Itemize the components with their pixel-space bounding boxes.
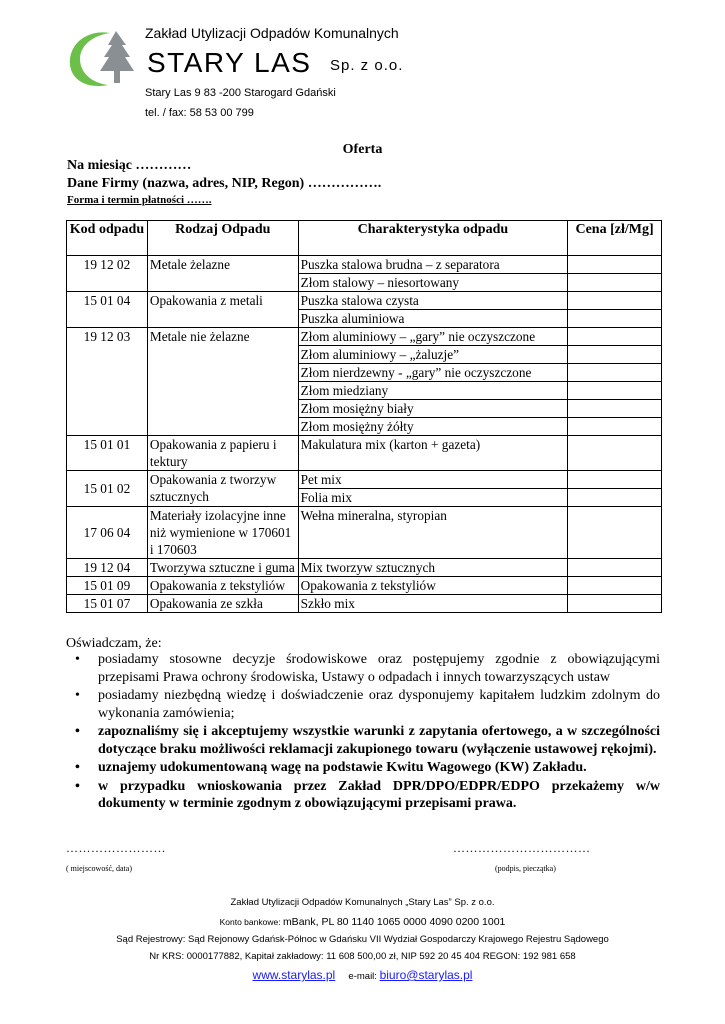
company-address: Stary Las 9 83 -200 Starogard Gdański [145,87,336,99]
price-cell[interactable] [568,507,662,559]
waste-characteristic: Mix tworzyw sztucznych [298,559,567,577]
price-cell[interactable] [568,256,662,274]
list-item [66,687,660,722]
signature-caption: (podpis, pieczątka) [495,864,556,873]
waste-characteristic: Złom mosiężny żółty [298,418,567,436]
price-cell[interactable] [568,382,662,400]
waste-code: 15 01 04 [67,292,148,328]
price-cell[interactable] [568,310,662,328]
brand-suffix: Sp. z o.o. [330,57,404,74]
header-code: Kod odpadu [67,221,148,256]
waste-characteristic: Złom aluminiowy – „żaluzje” [298,346,567,364]
page-title: Oferta [342,142,383,157]
footer-bank [0,916,725,928]
table-row [67,595,662,613]
waste-characteristic: Wełna mineralna, styropian [298,507,567,559]
offer-table [66,220,662,613]
table-row [67,577,662,595]
waste-characteristic: Puszka aluminiowa [298,310,567,328]
waste-code: 19 12 02 [67,256,148,292]
declaration-intro: Oświadczam, że: [66,636,162,651]
table-row [67,471,662,489]
company-phone: tel. / fax: 58 53 00 799 [145,107,254,119]
list-item [66,759,660,777]
bullet-icon: • [75,688,80,703]
company-line: Zakład Utylizacji Odpadów Komunalnych [145,25,399,41]
website-link[interactable]: www.starylas.pl [252,968,336,982]
price-cell[interactable] [568,400,662,418]
bullet-icon: • [75,760,80,775]
declaration-text: uznajemy udokumentowaną wagę na podstawie Kwitu Wagowego (KW) Zakładu. [98,760,587,775]
table-row [67,256,662,274]
footer-contacts [0,968,725,982]
waste-type: Opakowania z tekstyliów [147,577,298,595]
price-cell[interactable] [568,418,662,436]
waste-type: Materiały izolacyjne inne niż wymienione w 170601 i 170603 [147,507,298,559]
price-cell[interactable] [568,292,662,310]
tree-swoosh-logo-icon [64,25,144,91]
price-cell[interactable] [568,436,662,471]
waste-code: 17 06 04 [67,507,148,559]
table-row [67,436,662,471]
price-cell[interactable] [568,364,662,382]
declaration-text: w przypadku wnioskowania przez Zakład DPR/DPO/EDPR/EDPO przekażemy w/w dokumenty w terminie zgodnym z obowiązującymi przepisami prawa. [98,778,660,811]
waste-code: 15 01 01 [67,436,148,471]
footer-court: Sąd Rejestrowy: Sąd Rejonowy Gdańsk-Północ w Gdańsku VII Wydział Gospodarczy Krajowego Rejestru Sądowego [116,934,609,945]
waste-code: 15 01 02 [67,471,148,507]
waste-type: Opakowania ze szkła [147,595,298,613]
footer-registry: Nr KRS: 0000177882, Kapitał zakładowy: 11 608 500,00 zł, NIP 592 20 45 404 REGON: 192 981 658 [149,951,576,962]
waste-characteristic: Szkło mix [298,595,567,613]
table-row [67,292,662,310]
waste-characteristic: Puszka stalowa czysta [298,292,567,310]
bullet-icon: • [75,724,80,739]
table-header-row [67,221,662,256]
waste-characteristic: Złom nierdzewny - „gary” nie oczyszczone [298,364,567,382]
price-cell[interactable] [568,577,662,595]
footer-company: Zakład Utylizacji Odpadów Komunalnych „Stary Las” Sp. z o.o. [230,897,495,908]
waste-characteristic: Złom mosiężny biały [298,400,567,418]
waste-characteristic: Opakowania z tekstyliów [298,577,567,595]
waste-type: Metale żelazne [147,256,298,292]
waste-characteristic: Złom miedziany [298,382,567,400]
bank-label: Konto bankowe: [219,917,281,927]
table-row [67,507,662,559]
header-characteristic: Charakterystyka odpadu [298,221,567,256]
declaration-text: posiadamy stosowne decyzje środowiskowe oraz postępujemy zgodnie z obowiązującymi przepisami Prawa ochrony środowiska, Ustawy o odpadach i innych towarzyszących ustaw [98,652,660,685]
waste-type: Opakowania z metali [147,292,298,328]
place-date-line[interactable]: …………………… [66,841,166,855]
price-cell[interactable] [568,489,662,507]
waste-code: 19 12 03 [67,328,148,436]
price-cell[interactable] [568,346,662,364]
waste-characteristic: Puszka stalowa brudna – z separatora [298,256,567,274]
payment-terms-field: Forma i termin płatności ……. [67,194,212,206]
brand-name: STARY LAS [147,47,312,78]
bank-account: mBank, PL 80 1140 1065 0000 4090 0200 1001 [282,916,506,928]
price-cell[interactable] [568,328,662,346]
header-price: Cena [zł/Mg] [568,221,662,256]
waste-characteristic: Złom aluminiowy – „gary” nie oczyszczone [298,328,567,346]
list-item [66,778,660,813]
signature-line[interactable]: …………………………… [453,841,591,855]
bullet-icon: • [75,778,80,794]
waste-code: 15 01 09 [67,577,148,595]
price-cell[interactable] [568,471,662,489]
waste-characteristic: Folia mix [298,489,567,507]
waste-type: Opakowania z papieru i tektury [147,436,298,471]
email-link[interactable]: biuro@starylas.pl [379,968,473,982]
place-date-caption: ( miejscowość, data) [66,864,132,873]
header-type: Rodzaj Odpadu [147,221,298,256]
bullet-icon: • [75,652,80,667]
company-data-field: Dane Firmy (nazwa, adres, NIP, Regon) ……………. [67,176,382,191]
waste-code: 15 01 07 [67,595,148,613]
waste-type: Metale nie żelazne [147,328,298,436]
list-item [66,723,660,758]
declaration-text: zapoznaliśmy się i akceptujemy wszystkie warunki z zapytania ofertowego, a w szczególności dotyczące braku możliwości reklamacji zakupionego towaru (wyłączenie ustawowej rękojmi). [98,724,660,757]
month-field: Na miesiąc ………… [67,158,192,173]
waste-type: Tworzywa sztuczne i guma [147,559,298,577]
price-cell[interactable] [568,274,662,292]
declaration-list [66,651,660,814]
waste-characteristic: Makulatura mix (karton + gazeta) [298,436,567,471]
table-row [67,328,662,346]
table-row [67,559,662,577]
price-cell[interactable] [568,595,662,613]
waste-code: 19 12 04 [67,559,148,577]
email-label: e-mail: [348,971,377,982]
waste-type: Opakowania z tworzyw sztucznych [147,471,298,507]
price-cell[interactable] [568,559,662,577]
waste-characteristic: Złom stalowy – niesortowany [298,274,567,292]
declaration-text: posiadamy niezbędną wiedzę i doświadczenie oraz dysponujemy kapitałem ludzkim zdolnym do wykonania zamówienia; [98,688,660,721]
list-item [66,651,660,686]
waste-characteristic: Pet mix [298,471,567,489]
